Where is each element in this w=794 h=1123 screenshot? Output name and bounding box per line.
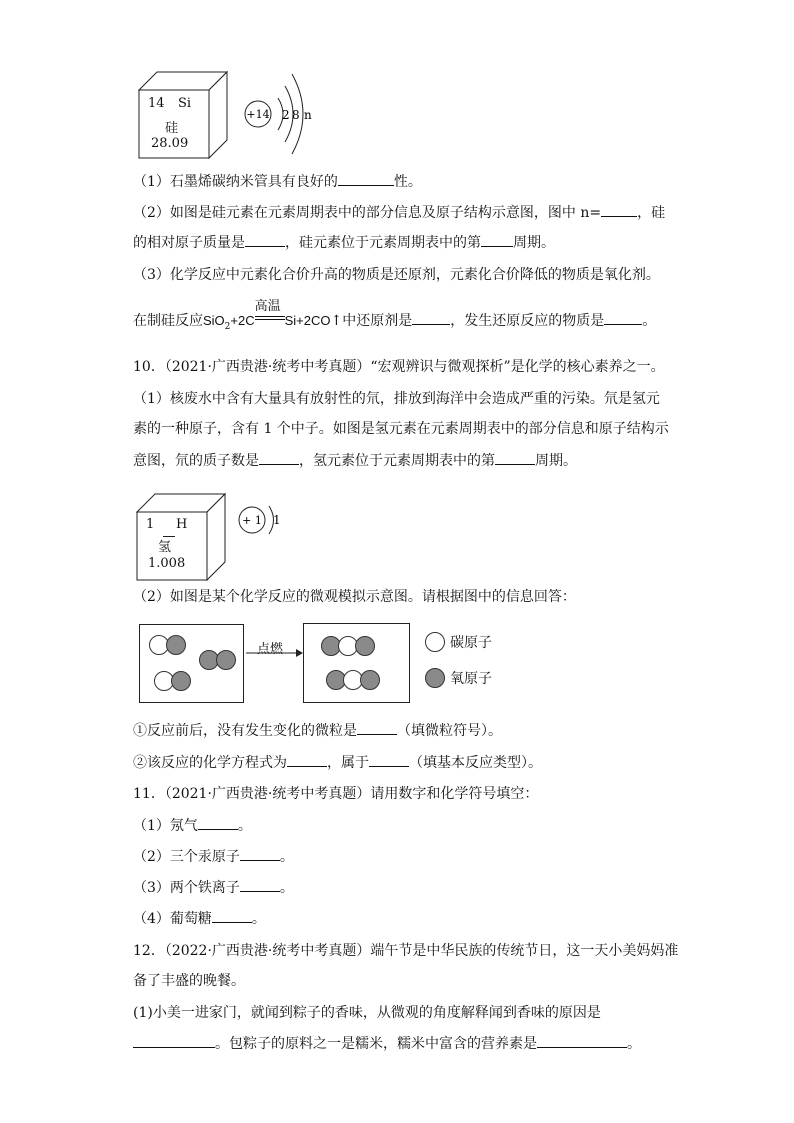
q10-s1-end: （填微粒符号）。 xyxy=(397,723,502,739)
reactants-box xyxy=(139,624,244,703)
q12-p1-end: 。 xyxy=(627,1036,641,1052)
q11-i1-text: （1）氖气 xyxy=(133,818,198,834)
q11-i4-text: （4）葡萄糖 xyxy=(133,911,212,927)
q9-p2-text-b: ，硅 xyxy=(637,205,666,221)
q11-item4 xyxy=(133,909,266,929)
answer-blank[interactable] xyxy=(259,451,299,465)
q11-i2-text: （2）三个汞原子 xyxy=(133,849,240,865)
q9-p1-end: 性。 xyxy=(393,174,422,190)
q10-p1-line2: 素的一种原子，含有 1 个中子。如图是氢元素在元素周期表中的部分信息和原子结构示 xyxy=(133,421,669,437)
oxygen-atom-icon xyxy=(216,650,236,670)
q10-p1-line1: （1）核废水中含有大量具有放射性的氘，排放到海洋中会造成严重的污染。氘是氢元 xyxy=(133,391,660,407)
q11-item2 xyxy=(133,847,294,867)
products: Si+2CO xyxy=(284,313,331,328)
q12-p1-text-b: 。包粽子的原料之一是糯米，糯米中富含的营养素是 xyxy=(215,1036,537,1052)
answer-blank[interactable] xyxy=(133,1034,215,1048)
legend-oxygen-icon xyxy=(425,668,445,688)
q12-p1-line1: (1)小美一进家门，就闻到粽子的香味，从微观的角度解释闻到香味的原因是 xyxy=(133,1005,601,1021)
oxygen-atom-icon xyxy=(355,636,375,656)
q11-i3-text: （3）两个铁离子 xyxy=(133,880,240,896)
q11-i4-end: 。 xyxy=(251,911,266,927)
q9-part2-line2 xyxy=(133,233,555,253)
legend-carbon-icon xyxy=(425,632,445,652)
answer-blank[interactable] xyxy=(240,878,280,892)
si-name: 硅 xyxy=(165,121,179,136)
q10-sub1 xyxy=(133,721,502,741)
answer-blank[interactable] xyxy=(495,451,535,465)
answer-blank[interactable] xyxy=(212,909,252,923)
q12-heading-line1: 12．（2022·广西贵港·统考中考真题）端午节是中华民族的传统节日，这一天小美妈妈准 xyxy=(133,943,679,959)
si-atom-structure xyxy=(238,68,328,160)
q12-p1-line2 xyxy=(133,1034,641,1054)
h-nucleus-charge: + 1 xyxy=(242,514,262,527)
h-symbol: H xyxy=(176,517,188,532)
q10-s2-text-b: ，属于 xyxy=(327,755,369,771)
q9-p2-text-d: ，硅元素位于元素周期表中的第 xyxy=(285,235,481,251)
q10-s1-text: ①反应前后，没有发生变化的微粒是 xyxy=(133,723,357,739)
si-shell-3: n xyxy=(304,108,312,122)
legend-carbon-label: 碳原子 xyxy=(450,635,492,651)
si-mass: 28.09 xyxy=(151,136,189,151)
q11-i2-end: 。 xyxy=(279,849,294,865)
si-element-card xyxy=(138,70,230,160)
si-shell-2: 8 xyxy=(292,108,300,122)
reaction-condition xyxy=(254,299,285,331)
q9-p3-text-c: ，发生还原反应的物质是 xyxy=(450,313,605,329)
answer-blank[interactable] xyxy=(287,753,327,767)
h-atomic-number: 1 xyxy=(146,517,155,532)
q9-part3-line2 xyxy=(133,299,657,337)
q11-item1 xyxy=(133,816,252,836)
q10-p1-text-d: ，氢元素位于元素周期表中的第 xyxy=(299,453,495,469)
q9-p2-text-e: 周期。 xyxy=(513,235,555,251)
q9-part3-line1: （3）化学反应中元素化合价升高的物质是还原剂，元素化合价降低的物质是氧化剂。 xyxy=(133,267,660,283)
si-atomic-number: 14 xyxy=(148,96,165,111)
q10-s2-end: （填基本反应类型）。 xyxy=(409,755,542,771)
q10-sub2 xyxy=(133,753,542,773)
q10-p1-line3 xyxy=(133,451,577,471)
sio2-formula: SiO xyxy=(203,313,225,328)
answer-blank[interactable] xyxy=(245,233,285,247)
q11-i1-end: 。 xyxy=(237,818,252,834)
q10-s2-text: ②该反应的化学方程式为 xyxy=(133,755,287,771)
si-shell-1: 2 xyxy=(282,108,290,122)
q10-p1-text-c: 意图，氘的质子数是 xyxy=(133,453,259,469)
sio2-subscript: 2 xyxy=(224,321,231,332)
q10-p1-text-e: 周期。 xyxy=(535,453,577,469)
oxygen-atom-icon xyxy=(171,671,191,691)
answer-blank[interactable] xyxy=(338,172,394,186)
answer-blank[interactable] xyxy=(369,753,409,767)
answer-blank[interactable] xyxy=(601,203,637,217)
q9-part2-line1 xyxy=(133,203,665,223)
q9-p3-text-b: 中还原剂是 xyxy=(342,313,413,329)
si-symbol: Si xyxy=(178,96,192,111)
answer-blank[interactable] xyxy=(412,311,450,325)
si-nucleus-charge: +14 xyxy=(246,108,270,121)
h-shell-1: 1 xyxy=(273,513,281,527)
legend-oxygen-label: 氧原子 xyxy=(450,671,492,687)
q11-heading: 11．（2021·广西贵港·统考中考真题）请用数字和化学符号填空： xyxy=(133,786,539,802)
q10-heading: 10．（2021·广西贵港·统考中考真题）“宏观辨识与微观探析”是化学的核心素养之一。 xyxy=(133,359,665,375)
answer-blank[interactable] xyxy=(537,1034,627,1048)
q12-heading-line2: 备了丰盛的晚餐。 xyxy=(133,973,245,989)
q11-i3-end: 。 xyxy=(279,880,294,896)
q10-part2: （2）如图是某个化学反应的微观模拟示意图。请根据图中的信息回答： xyxy=(133,589,576,605)
oxygen-atom-icon xyxy=(360,670,380,690)
q9-p3-text-d: 。 xyxy=(642,313,657,329)
h-mass: 1.008 xyxy=(148,556,186,571)
h-atom-structure xyxy=(236,500,296,540)
answer-blank[interactable] xyxy=(198,816,238,830)
h-element-card xyxy=(136,492,228,582)
q9-p2-text: （2）如图是硅元素在元素周期表中的部分信息及原子结构示意图，图中 n= xyxy=(133,205,602,221)
gas-up-arrow-icon: ↑ xyxy=(330,313,343,329)
arrow-label-ignite: 点燃 xyxy=(257,642,284,657)
answer-blank[interactable] xyxy=(357,721,397,735)
oxygen-atom-icon xyxy=(166,635,186,655)
q9-p1-text: （1）石墨烯碳纳米管具有良好的 xyxy=(133,174,338,190)
reactant-c: +2C xyxy=(230,313,255,328)
condition-high-temp: 高温 xyxy=(254,299,281,314)
h-name: 氢 xyxy=(158,540,172,555)
products-box xyxy=(303,623,410,703)
q9-p3-text: 在制硅反应 xyxy=(133,313,203,329)
answer-blank[interactable] xyxy=(481,233,513,247)
answer-blank[interactable] xyxy=(240,847,280,861)
q9-part1 xyxy=(133,172,422,192)
answer-blank[interactable] xyxy=(604,311,642,325)
q9-p2-text-c: 的相对原子质量是 xyxy=(133,235,245,251)
q11-item3 xyxy=(133,878,294,898)
